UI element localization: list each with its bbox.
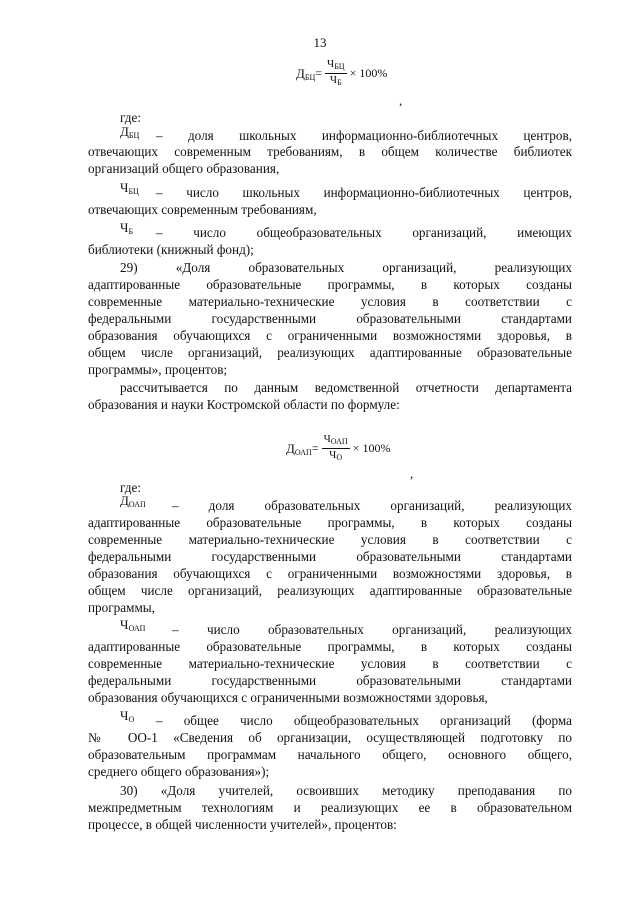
symbol-doap: $Д_{ОАП}$ bbox=[120, 493, 146, 509]
text-line: образовательным программам начального общего, основного общего, bbox=[88, 747, 572, 762]
text-line: организаций общего образования, bbox=[88, 161, 280, 176]
text-line: адаптированные образовательные программы, в которых созданы bbox=[88, 277, 572, 292]
text-line: общем числе организаций, реализующих адаптированные образовательные bbox=[88, 583, 572, 598]
text-line: общем числе организаций, реализующих адаптированные образовательные bbox=[88, 345, 572, 360]
text-line: процессе, в общей численности учителей», процентов: bbox=[88, 817, 397, 832]
text-line: федеральными государственными образовательными стандартами bbox=[88, 549, 572, 564]
text-line: – число школьных информационно-библиотечных центров, bbox=[156, 185, 572, 200]
text-line: – число образовательных организаций, реализующих bbox=[172, 622, 572, 637]
text-line: образования обучающихся с ограниченными возможностями здоровья, в bbox=[88, 328, 572, 343]
formula-dbc bbox=[296, 58, 387, 89]
fraction bbox=[325, 58, 347, 89]
fraction-denominator: $Ч_Б$ bbox=[329, 74, 342, 87]
text-line: современные материально-технические условия в соответствии с bbox=[88, 532, 572, 547]
text-line: программы, bbox=[88, 600, 155, 615]
formula-multiplier: × 100% bbox=[349, 66, 388, 80]
text-line: – число общеобразовательных организаций, имеющих bbox=[156, 225, 572, 240]
text-line: среднего общего образования»); bbox=[88, 764, 270, 779]
symbol-dbc: $Д_{БЦ}$ bbox=[120, 124, 140, 140]
text-line: – общее число общеобразовательных организаций (форма bbox=[156, 713, 572, 728]
equals-sign: = bbox=[311, 441, 319, 455]
symbol-choap: $Ч_{ОАП}$ bbox=[120, 617, 146, 633]
fraction bbox=[322, 433, 350, 464]
formula-lhs: $Д_{БЦ}$ bbox=[296, 65, 316, 82]
equals-sign: = bbox=[315, 66, 323, 80]
where-label: где: bbox=[120, 110, 141, 125]
formula-multiplier: × 100% bbox=[352, 441, 391, 455]
text-line: адаптированные образовательные программы, в которых созданы bbox=[88, 515, 572, 530]
text-line: современные материально-технические условия в соответствии с bbox=[88, 294, 572, 309]
text-line: 30) «Доля учителей, освоивших методику преподавания по bbox=[120, 783, 572, 798]
formula-comma: , bbox=[410, 466, 414, 481]
fraction-numerator: $Ч_{БЦ}$ bbox=[325, 58, 347, 74]
text-line: образования и науки Костромской области по формуле: bbox=[88, 397, 400, 412]
fraction-denominator: $Ч_О$ bbox=[329, 449, 343, 462]
symbol-chbc: $Ч_{БЦ}$ bbox=[120, 180, 139, 196]
fraction-numerator: $Ч_{ОАП}$ bbox=[322, 433, 350, 449]
symbol-chb: $Ч_Б$ bbox=[120, 220, 134, 236]
text-line: рассчитывается по данным ведомственной отчетности департамента bbox=[120, 380, 572, 395]
text-line: образования обучающихся с ограниченными возможностями здоровья, в bbox=[88, 566, 572, 581]
text-line: программы», процентов; bbox=[88, 362, 228, 377]
text-line: образования обучающихся с ограниченными возможностями здоровья, bbox=[88, 690, 488, 705]
text-line: отвечающих современным требованиям, в общем количестве библиотек bbox=[88, 144, 572, 159]
text-line: библиотеки (книжный фонд); bbox=[88, 242, 254, 257]
formula-lhs: $Д_{ОАП}$ bbox=[286, 440, 312, 457]
text-line: – доля школьных информационно-библиотечных центров, bbox=[156, 128, 572, 143]
page-number: 13 bbox=[313, 35, 327, 50]
text-line: современные материально-технические условия в соответствии с bbox=[88, 656, 572, 671]
text-line: – доля образовательных организаций, реализующих bbox=[172, 498, 572, 513]
where-label: где: bbox=[120, 480, 141, 495]
text-line: отвечающих современным требованиям, bbox=[88, 202, 317, 217]
text-line: № ОО-1 «Сведения об организации, осуществляющей подготовку по bbox=[88, 730, 572, 745]
symbol-cho: $Ч_О$ bbox=[120, 708, 135, 724]
formula-doap bbox=[286, 433, 390, 464]
text-line: федеральными государственными образовательными стандартами bbox=[88, 673, 572, 688]
text-line: 29) «Доля образовательных организаций, реализующих bbox=[120, 260, 572, 275]
text-line: федеральными государственными образовательными стандартами bbox=[88, 311, 572, 326]
formula-comma: , bbox=[399, 93, 403, 108]
text-line: адаптированные образовательные программы, в которых созданы bbox=[88, 639, 572, 654]
text-line: межпредметным технологиям и реализующих ее в образовательном bbox=[88, 800, 572, 815]
